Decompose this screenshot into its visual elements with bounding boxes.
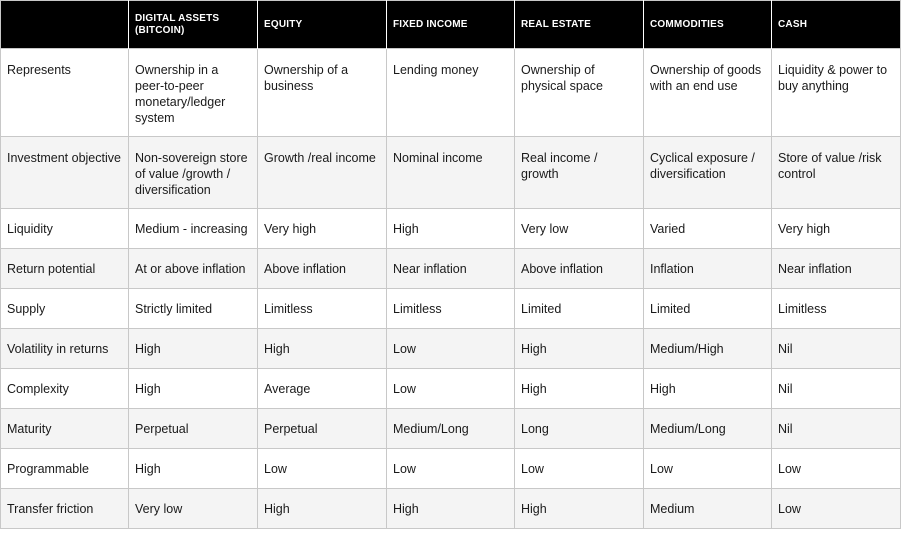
table-cell: Above inflation: [515, 249, 644, 289]
table-cell: Inflation: [644, 249, 772, 289]
row-label: Liquidity: [1, 209, 129, 249]
table-cell: Perpetual: [258, 409, 387, 449]
table-cell: Medium/Long: [387, 409, 515, 449]
table-cell: Ownership of a business: [258, 49, 387, 137]
table-cell: High: [129, 329, 258, 369]
row-label: Programmable: [1, 449, 129, 489]
table-cell: Strictly limited: [129, 289, 258, 329]
table-cell: Average: [258, 369, 387, 409]
table-cell: Low: [644, 449, 772, 489]
table-cell: High: [129, 369, 258, 409]
row-label: Transfer friction: [1, 489, 129, 529]
table-cell: Perpetual: [129, 409, 258, 449]
table-cell: Very high: [258, 209, 387, 249]
header-equity: EQUITY: [258, 1, 387, 49]
table-cell: Medium - increasing: [129, 209, 258, 249]
table-cell: Cyclical exposure / diversification: [644, 137, 772, 209]
row-label: Return potential: [1, 249, 129, 289]
table-cell: Ownership of physical space: [515, 49, 644, 137]
row-label: Supply: [1, 289, 129, 329]
header-commodities: COMMODITIES: [644, 1, 772, 49]
table-cell: Long: [515, 409, 644, 449]
table-cell: Low: [772, 449, 901, 489]
table-cell: Nil: [772, 329, 901, 369]
table-row-complexity: [1, 369, 901, 409]
row-label: Investment objective: [1, 137, 129, 209]
table-cell: Near inflation: [772, 249, 901, 289]
table-row-represents: [1, 49, 901, 137]
table-cell: Limitless: [258, 289, 387, 329]
table-cell: Very low: [515, 209, 644, 249]
table-cell: Ownership in a peer-to-peer monetary/ledger system: [129, 49, 258, 137]
table-cell: At or above inflation: [129, 249, 258, 289]
table-row-maturity: [1, 409, 901, 449]
table-cell: Near inflation: [387, 249, 515, 289]
table-cell: High: [515, 329, 644, 369]
table-cell: Very high: [772, 209, 901, 249]
table-cell: Low: [387, 369, 515, 409]
table-cell: Limitless: [772, 289, 901, 329]
table-cell: Limited: [644, 289, 772, 329]
table-cell: Low: [515, 449, 644, 489]
table-cell: Very low: [129, 489, 258, 529]
header-fixed-income: FIXED INCOME: [387, 1, 515, 49]
table-cell: Medium: [644, 489, 772, 529]
header-cash: CASH: [772, 1, 901, 49]
row-label: Maturity: [1, 409, 129, 449]
row-label: Complexity: [1, 369, 129, 409]
header-digital-assets: DIGITAL ASSETS (BITCOIN): [129, 1, 258, 49]
table-cell: Ownership of goods with an end use: [644, 49, 772, 137]
table-cell: Nil: [772, 369, 901, 409]
table-cell: Varied: [644, 209, 772, 249]
table-cell: Lending money: [387, 49, 515, 137]
table-cell: High: [387, 209, 515, 249]
row-label: Represents: [1, 49, 129, 137]
table-cell: High: [258, 329, 387, 369]
table-cell: High: [129, 449, 258, 489]
table-header-row: [1, 1, 901, 49]
table-cell: Low: [772, 489, 901, 529]
header-real-estate: REAL ESTATE: [515, 1, 644, 49]
table-row-programmable: [1, 449, 901, 489]
table-cell: Growth /real income: [258, 137, 387, 209]
table-cell: High: [515, 369, 644, 409]
table-cell: Nil: [772, 409, 901, 449]
header-corner: [1, 1, 129, 49]
table-row-liquidity: [1, 209, 901, 249]
table-cell: Medium/High: [644, 329, 772, 369]
table-cell: Low: [387, 329, 515, 369]
table-row-volatility: [1, 329, 901, 369]
table-cell: Limited: [515, 289, 644, 329]
table-cell: Non-sovereign store of value /growth / diversification: [129, 137, 258, 209]
table-cell: Nominal income: [387, 137, 515, 209]
table-cell: Liquidity & power to buy anything: [772, 49, 901, 137]
table-cell: Low: [387, 449, 515, 489]
table-cell: High: [387, 489, 515, 529]
row-label: Volatility in returns: [1, 329, 129, 369]
table-row-supply: [1, 289, 901, 329]
table-cell: Above inflation: [258, 249, 387, 289]
table-cell: Medium/Long: [644, 409, 772, 449]
table-cell: Real income / growth: [515, 137, 644, 209]
table-cell: High: [515, 489, 644, 529]
table-row-transfer-friction: [1, 489, 901, 529]
table-cell: Store of value /risk control: [772, 137, 901, 209]
table-cell: High: [644, 369, 772, 409]
table-cell: Low: [258, 449, 387, 489]
table-cell: Limitless: [387, 289, 515, 329]
table-cell: High: [258, 489, 387, 529]
table-row-return-potential: [1, 249, 901, 289]
table-row-investment-objective: [1, 137, 901, 209]
